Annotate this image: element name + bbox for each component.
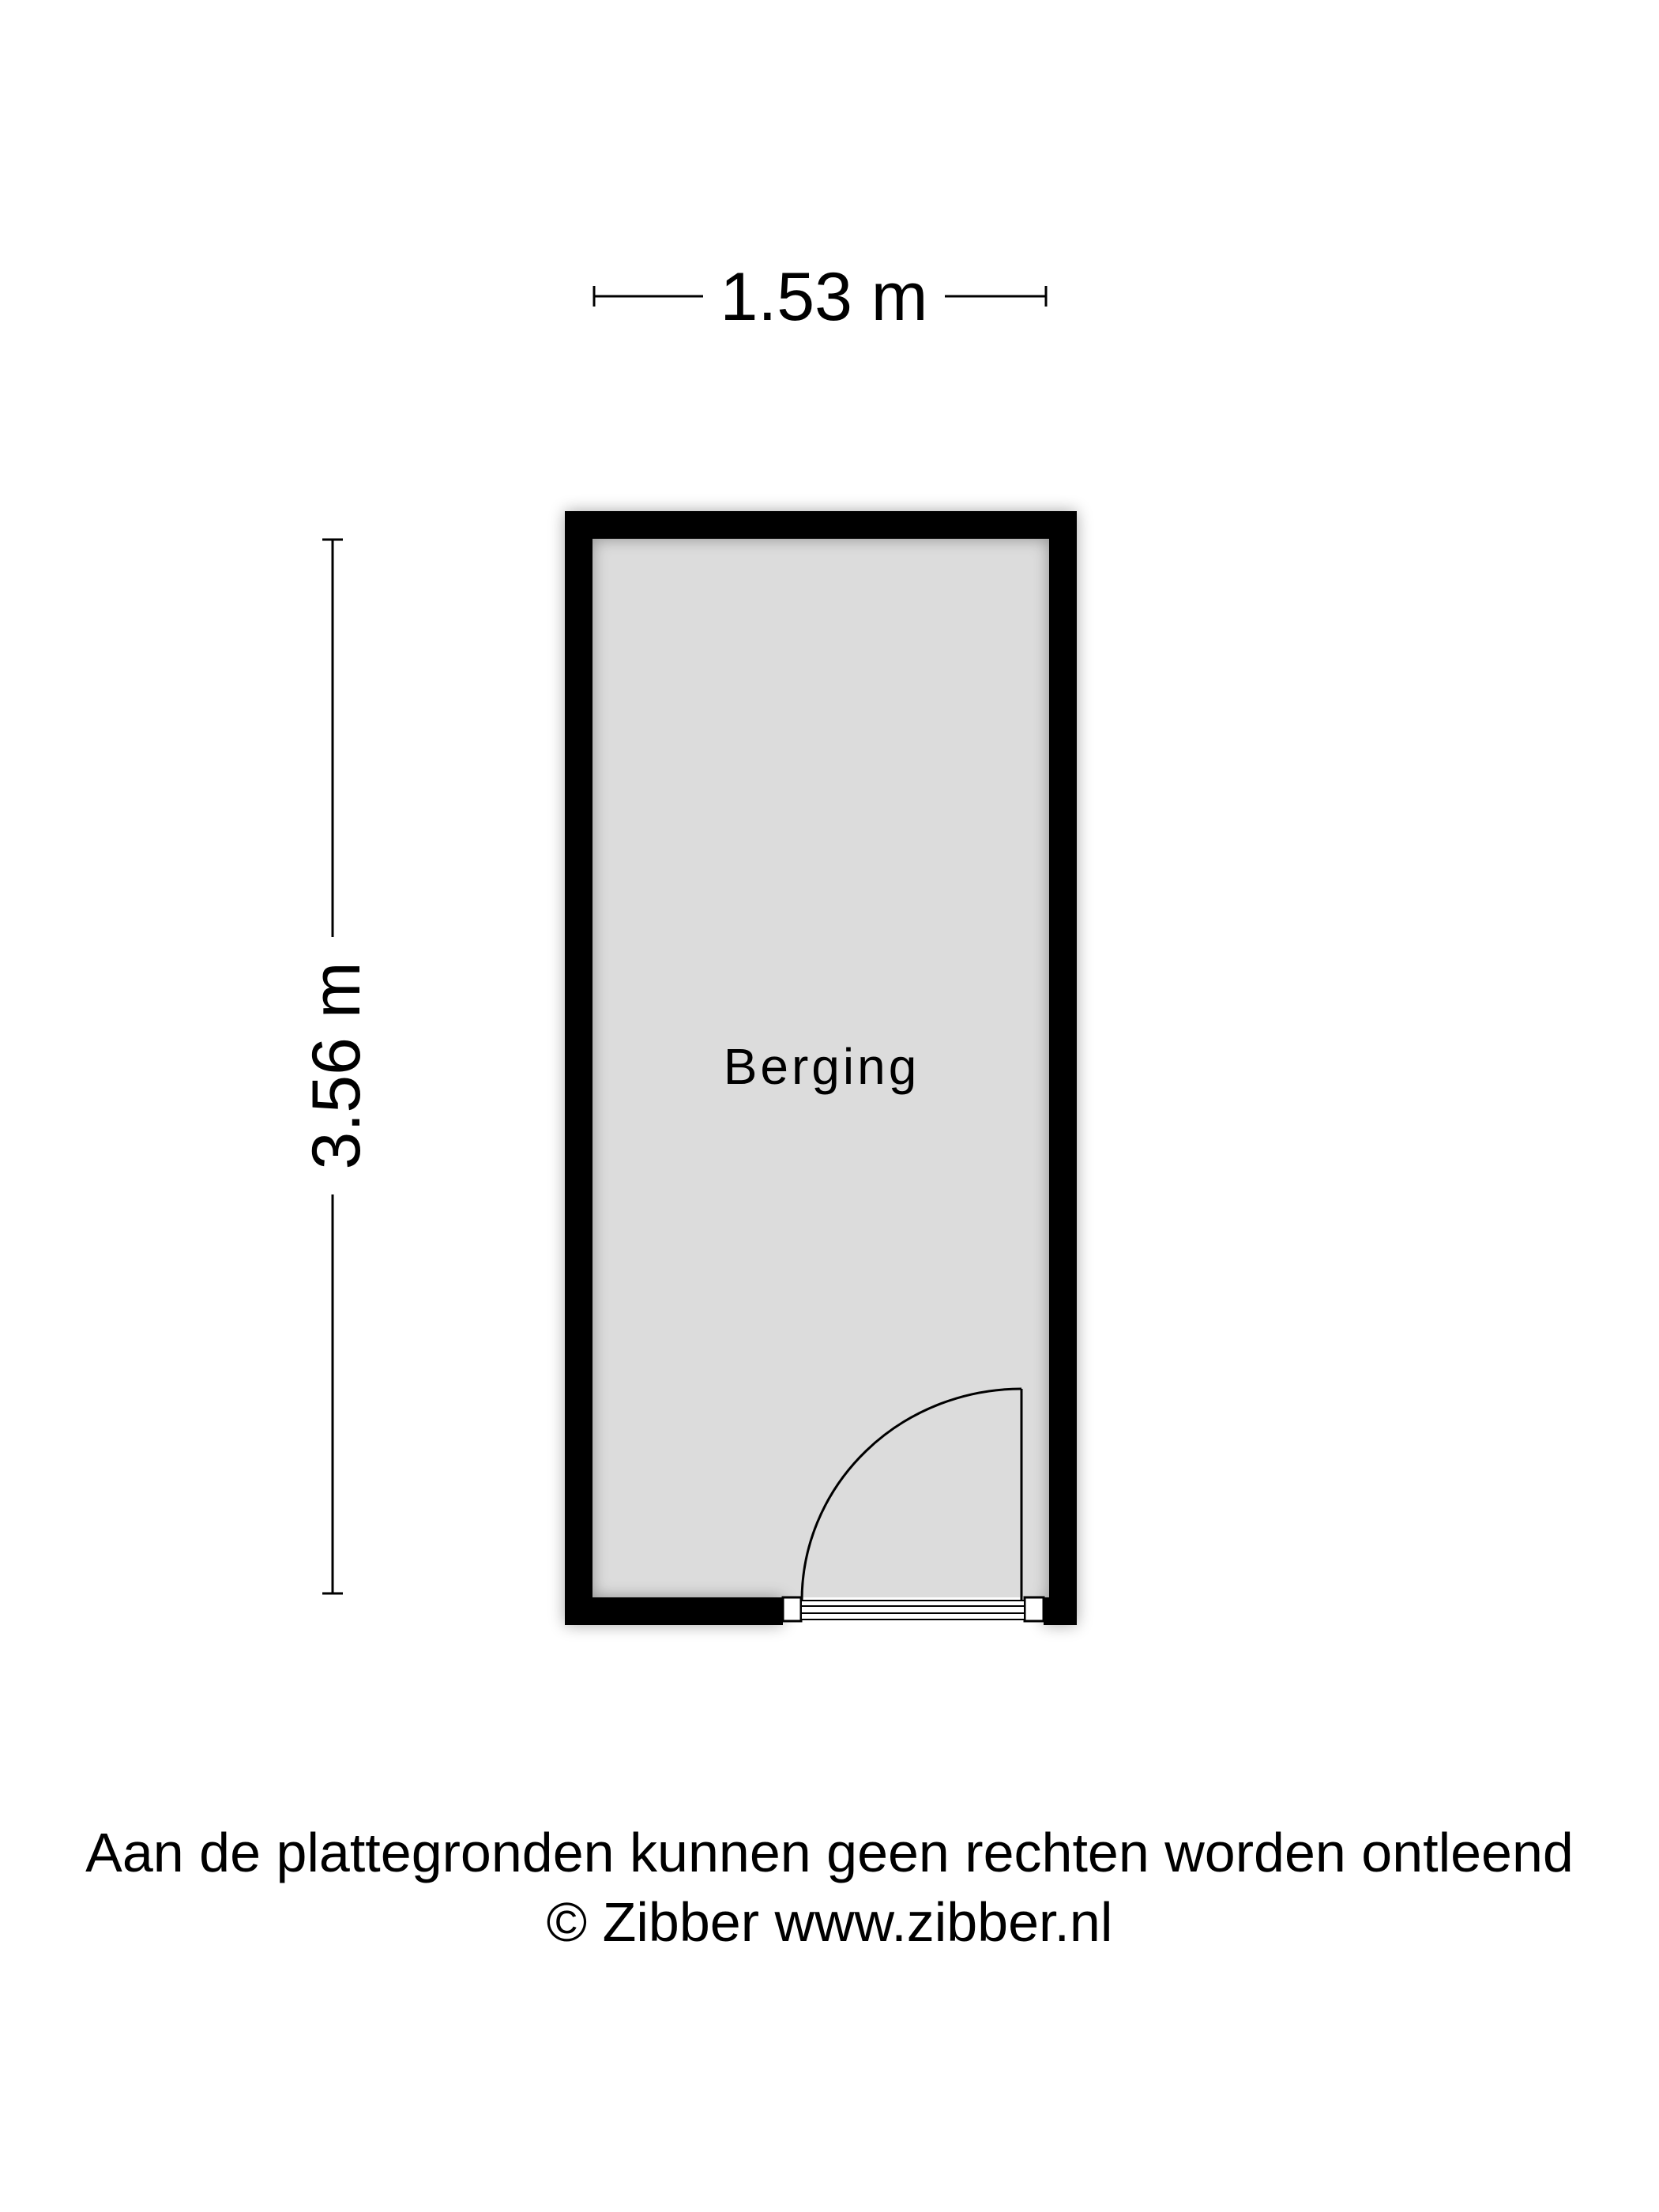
copyright-text: © Zibber www.zibber.nl — [546, 1891, 1113, 1953]
wall-bottom-right — [1044, 1597, 1077, 1625]
wall-top — [565, 511, 1077, 539]
wall-bottom-left — [565, 1597, 783, 1625]
wall-right — [1049, 511, 1077, 1625]
wall-left — [565, 511, 592, 1625]
width-label: 1.53 m — [720, 259, 928, 335]
disclaimer-text: Aan de plattegronden kunnen geen rechten worden ontleend — [85, 1822, 1574, 1883]
room-label: Berging — [723, 1038, 920, 1095]
height-label: 3.56 m — [299, 961, 374, 1170]
height-dimension — [299, 540, 374, 1593]
width-dimension — [594, 259, 1046, 335]
